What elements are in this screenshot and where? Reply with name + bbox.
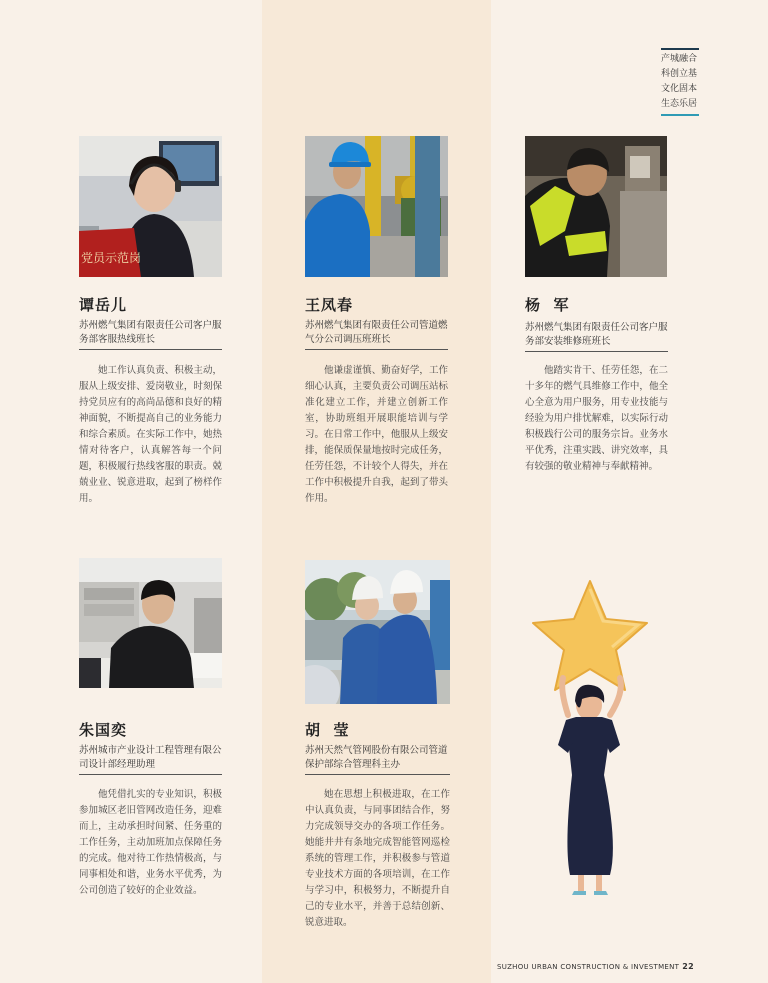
person-description: 他凭借扎实的专业知识，积极参加城区老旧管网改造任务，迎难而上，主动承担时间紧、任务重的工作任务，主动加班加点保障任务的完成。他对待工作热情极高，与同事相处和谐，业务水平优秀，为公司创造了较好的企业效益。 — [79, 789, 222, 896]
page-number: 22 — [682, 962, 694, 971]
person-title: 苏州燃气集团有限责任公司管道燃气分公司调压班班长 — [305, 319, 448, 350]
slogan-block — [661, 48, 699, 118]
person-photo-1 — [79, 136, 222, 277]
person-name: 王凤春 — [305, 296, 354, 314]
person-description: 他踏实肯干、任劳任怨，在二十多年的燃气具维修工作中，他全心全意为用户服务，用专业技能与经验为用户排忧解难，以实际行动积极践行公司的服务宗旨。业务水平优秀，注重实践、讲究效率，具有较强的敬业精神与奉献精神。 — [525, 365, 668, 472]
footer — [497, 962, 694, 971]
slogan-top-bar — [661, 48, 699, 50]
slogan-line: 生态乐居 — [661, 99, 698, 109]
person-description: 她工作认真负责、积极主动，服从上级安排、爱岗敬业，时刻保持党员应有的高尚品德和良好的精神面貌，不断提高自己的业务能力和综合素质。在实际工作中，她热情对待客户，认真解答每一个问题，积极履行热线客服的职责。兢兢业业、锐意进取，起到了榜样作用。 — [79, 365, 222, 504]
person-description: 他谦虚谨慎、勤奋好学，工作细心认真，主要负责公司调压站标准化建立工作，并建立创新工作室，协助班组开展职能培训与学习。在日常工作中，他服从上级安排，能保质保量地按时完成任务，任劳任怨，不计较个人得失，并在工作中积极提升自我，起到了带头作用。 — [305, 365, 448, 504]
person-name: 胡 莹 — [305, 721, 350, 739]
person-photo-5 — [305, 560, 450, 704]
person-photo-3 — [525, 136, 667, 277]
person-name: 杨 军 — [525, 296, 570, 314]
star-icon — [533, 581, 647, 690]
slogan-line: 产城融合 — [661, 54, 698, 64]
person-photo-2 — [305, 136, 448, 277]
woman-holding-star-illustration — [520, 575, 670, 905]
person-title: 苏州天然气管网股份有限公司管道保护部综合管理科主办 — [305, 744, 450, 775]
person-title: 苏州燃气集团有限责任公司客户服务部安装维修班班长 — [525, 321, 668, 352]
slogan-bottom-bar — [661, 114, 699, 116]
person-title: 苏州燃气集团有限责任公司客户服务部客服热线班长 — [79, 319, 222, 350]
slogan-line: 文化固本 — [661, 84, 698, 94]
person-name: 朱国奕 — [79, 721, 128, 739]
person-photo-4 — [79, 558, 222, 688]
photo-sign-text: 党员示范岗 — [81, 251, 142, 265]
person-description: 她在思想上积极进取，在工作中认真负责，与同事团结合作，努力完成领导交办的各项工作任务。她能井井有条地完成智能管网巡检系统的管理工作，并积极参与管道专业技术方面的各项培训，在工作与学习中，积极努力，不断提升自己的专业水平，并善于总结创新、锐意进取。 — [305, 789, 450, 928]
footer-text: SUZHOU URBAN CONSTRUCTION & INVESTMENT — [497, 963, 680, 971]
person-title: 苏州城市产业设计工程管理有限公司设计部经理助理 — [79, 744, 222, 775]
slogan-line: 科创立基 — [661, 69, 698, 79]
person-name: 谭岳儿 — [79, 296, 128, 314]
